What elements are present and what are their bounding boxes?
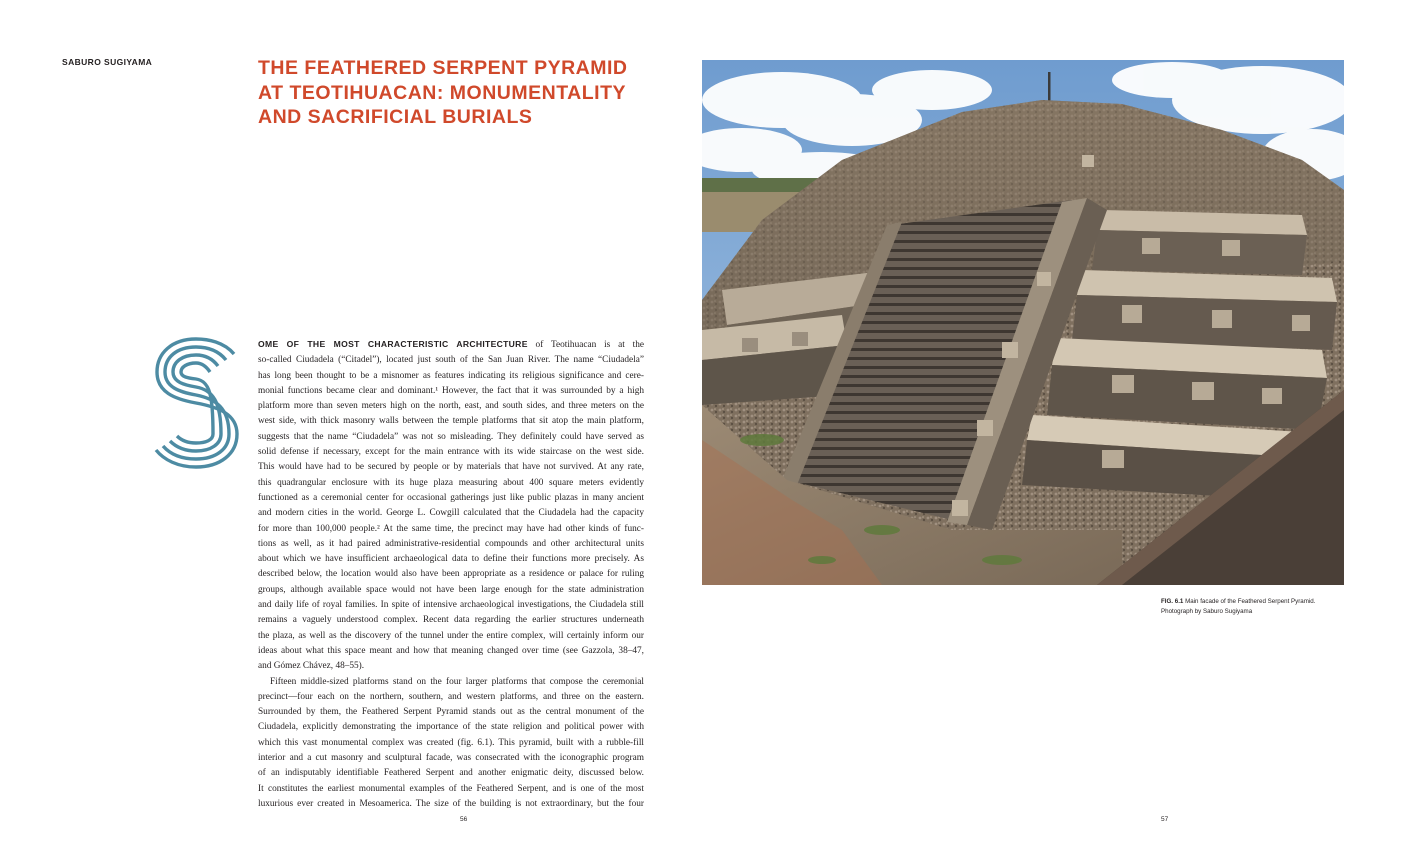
body-line: monial functions became clear and dominant.¹ However, the fact that it was surrounded by a high <box>258 385 644 396</box>
drop-cap-s <box>150 336 244 470</box>
body-line: It constitutes the earliest monumental examples of the Feathered Serpent, and is one of the most <box>258 783 644 794</box>
chapter-title-line: AT TEOTIHUACAN: MONUMENTALITY <box>258 81 626 104</box>
photo-credit: Photograph by Saburo Sugiyama <box>1161 608 1253 615</box>
body-line: this quadrangular enclosure with its huge plaza measuring about 400 square meters evidently <box>258 477 644 488</box>
pyramid-photo <box>702 60 1344 585</box>
chapter-title-line: AND SACRIFICIAL BURIALS <box>258 106 533 128</box>
body-line: remains a vaguely understood complex. Recent data regarding the earlier structures underneath <box>258 615 644 626</box>
body-line: precinct—four each on the northern, southern, and western platforms, and three on the eastern. <box>258 691 644 702</box>
body-line: and modern cities in the world. George L. Cowgill calculated that the Ciudadela had the capacity <box>258 508 644 519</box>
page-number-right: 57 <box>1161 816 1169 823</box>
body-line: described below, the location would also have been appropriate as a residence or palace for ruling <box>258 569 644 580</box>
body-text <box>258 337 644 812</box>
body-line: suggests that the name “Ciudadela” was not so misleading. They definitely could have served as <box>258 431 644 442</box>
lead-in: OME OF THE MOST CHARACTERISTIC ARCHITECTURE <box>258 339 528 349</box>
chapter-title-line: THE FEATHERED SERPENT PYRAMID <box>258 57 628 79</box>
figure-caption <box>1161 597 1351 617</box>
body-line: for more than 100,000 people.² At the same time, the precinct may have had other kinds of func- <box>258 523 644 534</box>
body-line: and Gómez Chávez, 48–55). <box>258 661 365 672</box>
body-line: tions as well, as it had paired administrative-residential compounds and other architectural units <box>258 538 644 549</box>
body-line: Ciudadela, explicitly demonstrating the importance of the state religion and political power with <box>258 722 644 733</box>
body-line: functioned as a ceremonial center for occasional gatherings just like public plazas in many ancient <box>258 492 644 503</box>
body-line: which this vast monumental complex was created (fig. 6.1). This pyramid, built with a rubble-fill <box>258 737 644 748</box>
body-line-first <box>258 337 644 353</box>
paragraph-2 <box>258 675 644 813</box>
body-line: solid defense if necessary, except for the main entrance with its wide staircase on the west side. <box>258 447 644 458</box>
body-line: ideas about what this space meant and how that meaning changed over time (see Gazzola, 38–47, <box>258 645 644 656</box>
chapter-title <box>258 56 678 130</box>
body-line-text: of Teotihuacan is at the <box>527 340 644 350</box>
body-line: interior and a cut masonry and sculptural facade, was consecrated with the iconographic program <box>258 753 644 764</box>
caption-text: Main facade of the Feathered Serpent Pyramid. <box>1183 598 1316 605</box>
body-line: west side, with thick masonry walls between the temple platforms that sit atop the main platform, <box>258 416 644 427</box>
body-line: has long been thought to be a misnomer as features indicating its religious significance and cere- <box>258 370 644 381</box>
body-line: This would have had to be secured by people or by materials that have not survived. At any rate, <box>258 462 644 473</box>
body-line: groups, although available space would not have been large enough for the state administration <box>258 584 644 595</box>
body-line: Fifteen middle-sized platforms stand on the four larger platforms that compose the ceremonial <box>270 676 644 687</box>
figure-label: FIG. 6.1 <box>1161 598 1184 605</box>
drop-cap-s-graphic <box>150 336 244 470</box>
page-number-left: 56 <box>460 816 468 823</box>
body-line: of an indisputably identifiable Feathered Serpent and another enigmatic deity, discussed below. <box>258 768 644 779</box>
body-line: Surrounded by them, the Feathered Serpent Pyramid stands out as the central monument of the <box>258 707 644 718</box>
body-line: about which we have insufficient archaeological data to define their functions more precisely. As <box>258 554 644 565</box>
pyramid-photo-illustration <box>702 60 1344 585</box>
body-line: and daily life of royal families. In spite of intensive archaeological investigations, the Ciudadela still <box>258 600 644 611</box>
paragraph-1 <box>258 337 644 675</box>
body-line: platform more than seven meters high on the north, east, and south sides, and three meters on the <box>258 401 644 412</box>
body-line: the plaza, as well as the discovery of the tunnel under the entire complex, will certainly inform our <box>258 630 644 641</box>
body-line: luxurious ever created in Mesoamerica. The size of the building is not extraordinary, but the four <box>258 798 644 809</box>
caption-line <box>1161 597 1351 607</box>
body-line: so-called Ciudadela (“Citadel”), located just south of the San Juan River. The name “Ciudadela” <box>258 355 644 366</box>
running-head-author: SABURO SUGIYAMA <box>62 57 153 67</box>
